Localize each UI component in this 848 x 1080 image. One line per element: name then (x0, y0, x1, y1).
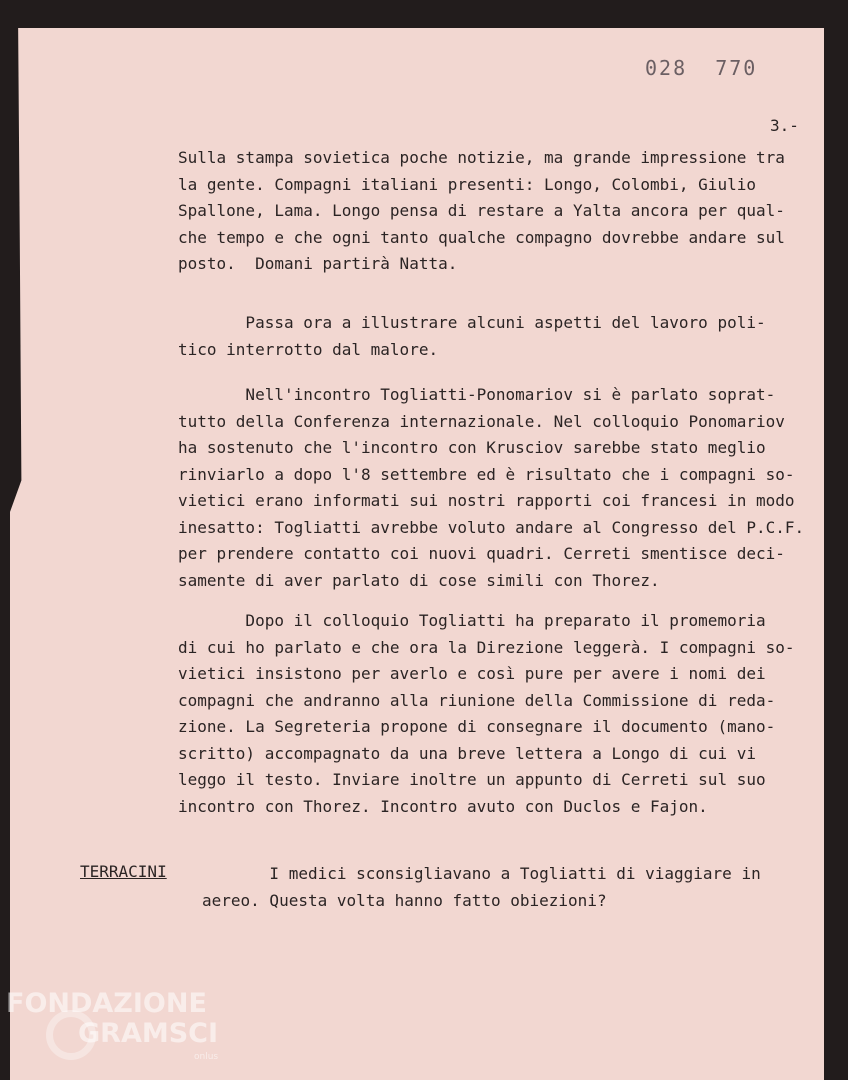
watermark-line1: FONDAZIONE (6, 988, 207, 1019)
speaker-text: I medici sconsigliavano a Togliatti di viaggiare in aereo. Questa volta hanno fatto obiezioni? (202, 864, 761, 910)
paragraph-3: Nell'incontro Togliatti-Ponomariov si è parlato soprat- tutto della Conferenza internazionale. Nel colloquio Ponomariov ha sostenuto che l'incontro con Krusciov sarebbe stato meglio rinviarlo a dopo l'8 settembre ed è risultato che i compagni so- vietici erano informati sui nostri rapporti coi francesi in modo inesatto: Togliatti avrebbe voluto andare al Congresso del P.C.F. per prendere contatto coi nuovi quadri. Cerreti smentisce deci- samente di aver parlato di cose simili con Thorez. (178, 385, 805, 590)
watermark-line3: onlus (194, 1052, 219, 1062)
fondazione-gramsci-watermark (6, 988, 226, 1078)
page-number: 3.- (770, 116, 799, 135)
watermark-line2: GRAMSCI (78, 1018, 219, 1049)
paragraph-1: Sulla stampa sovietica poche notizie, ma grande impressione tra la gente. Compagni italiani presenti: Longo, Colombi, Giulio Spallone, Lama. Longo pensa di restare a Yalta ancora per qual- che tempo e che ogni tanto qualche compagno dovrebbe andare sul posto. Domani partirà Natta. (178, 148, 785, 273)
paragraph-4: Dopo il colloquio Togliatti ha preparato il promemoria di cui ho parlato e che ora la Direzione leggerà. I compagni so- vietici insistono per averlo e così pure per avere i nomi dei compagni che andranno alla riunione della Commissione di reda- zione. La Segreteria propone di consegnare il documento (mano- scritto) accompagnato da una breve lettera a Longo di cui vi leggo il testo. Inviare inoltre un appunto di Cerreti sul suo incontro con Thorez. Incontro avuto con Duclos e Fajon. (178, 611, 795, 816)
archive-number: 028 770 (645, 56, 758, 80)
paragraph-2: Passa ora a illustrare alcuni aspetti del lavoro poli- tico interrotto dal malore. (178, 313, 766, 359)
speaker-name: TERRACINI (80, 862, 167, 881)
